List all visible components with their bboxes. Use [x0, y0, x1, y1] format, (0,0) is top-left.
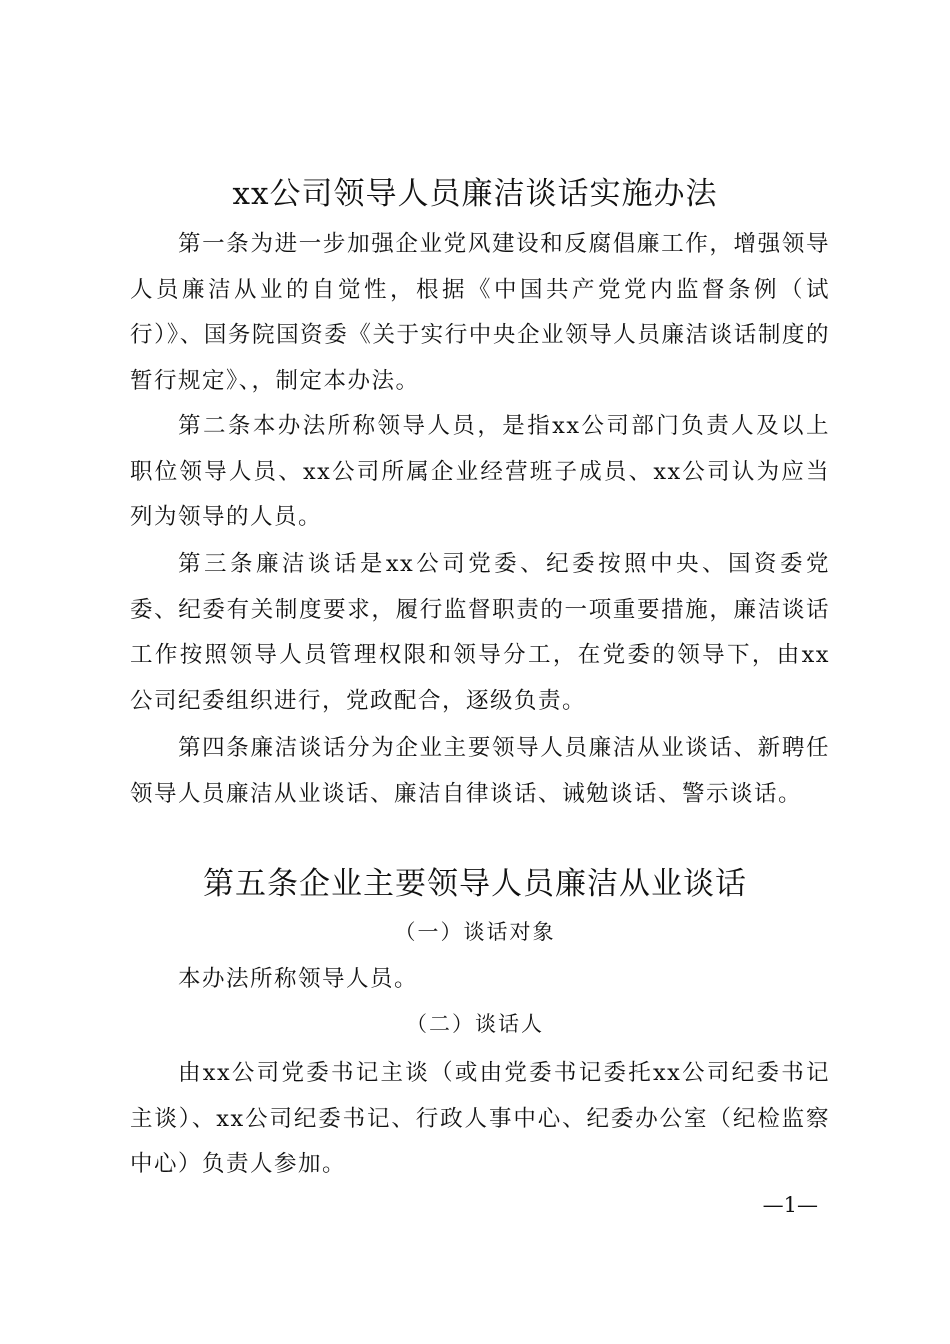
subsection-text-interview-target: 本办法所称领导人员。 [178, 966, 419, 992]
section-title-article-5: 第五条企业主要领导人员廉洁从业谈话 [203, 866, 747, 902]
subsection-text-interviewer: 由xx公司党委书记主谈（或由党委书记委托xx公司纪委书记主谈）、xx公司纪委书记、行政人事中心、纪委办公室（纪检监察中心）负责人参加。 [130, 1060, 830, 1177]
subsection-heading-interview-target: （一）谈话对象 [394, 920, 556, 944]
paragraph-article-3: 第三条廉洁谈话是xx公司党委、纪委按照中央、国资委党委、纪委有关制度要求，履行监督职责的一项重要措施，廉洁谈话工作按照领导人员管理权限和领导分工，在党委的领导下，由xx公司纪委组织进行，党政配合，逐级负责。 [130, 551, 830, 714]
subsection-heading-interviewer: （二）谈话人 [406, 1012, 544, 1036]
paragraph-article-4: 第四条廉洁谈话分为企业主要领导人员廉洁从业谈话、新聘任领导人员廉洁从业谈话、廉洁自律谈话、诫勉谈话、警示谈话。 [130, 735, 830, 807]
paragraph-article-2: 第二条本办法所称领导人员，是指xx公司部门负责人及以上职位领导人员、xx公司所属企业经营班子成员、xx公司认为应当列为领导的人员。 [130, 413, 830, 530]
document-title: xx公司领导人员廉洁谈话实施办法 [232, 176, 718, 212]
paragraph-article-1: 第一条为进一步加强企业党风建设和反腐倡廉工作，增强领导人员廉洁从业的自觉性，根据《中国共产党党内监督条例（试行）》、国务院国资委《关于实行中央企业领导人员廉洁谈话制度的暂行规定》、，制定本办法。 [130, 231, 830, 394]
page-number: —1— [762, 1193, 818, 1217]
